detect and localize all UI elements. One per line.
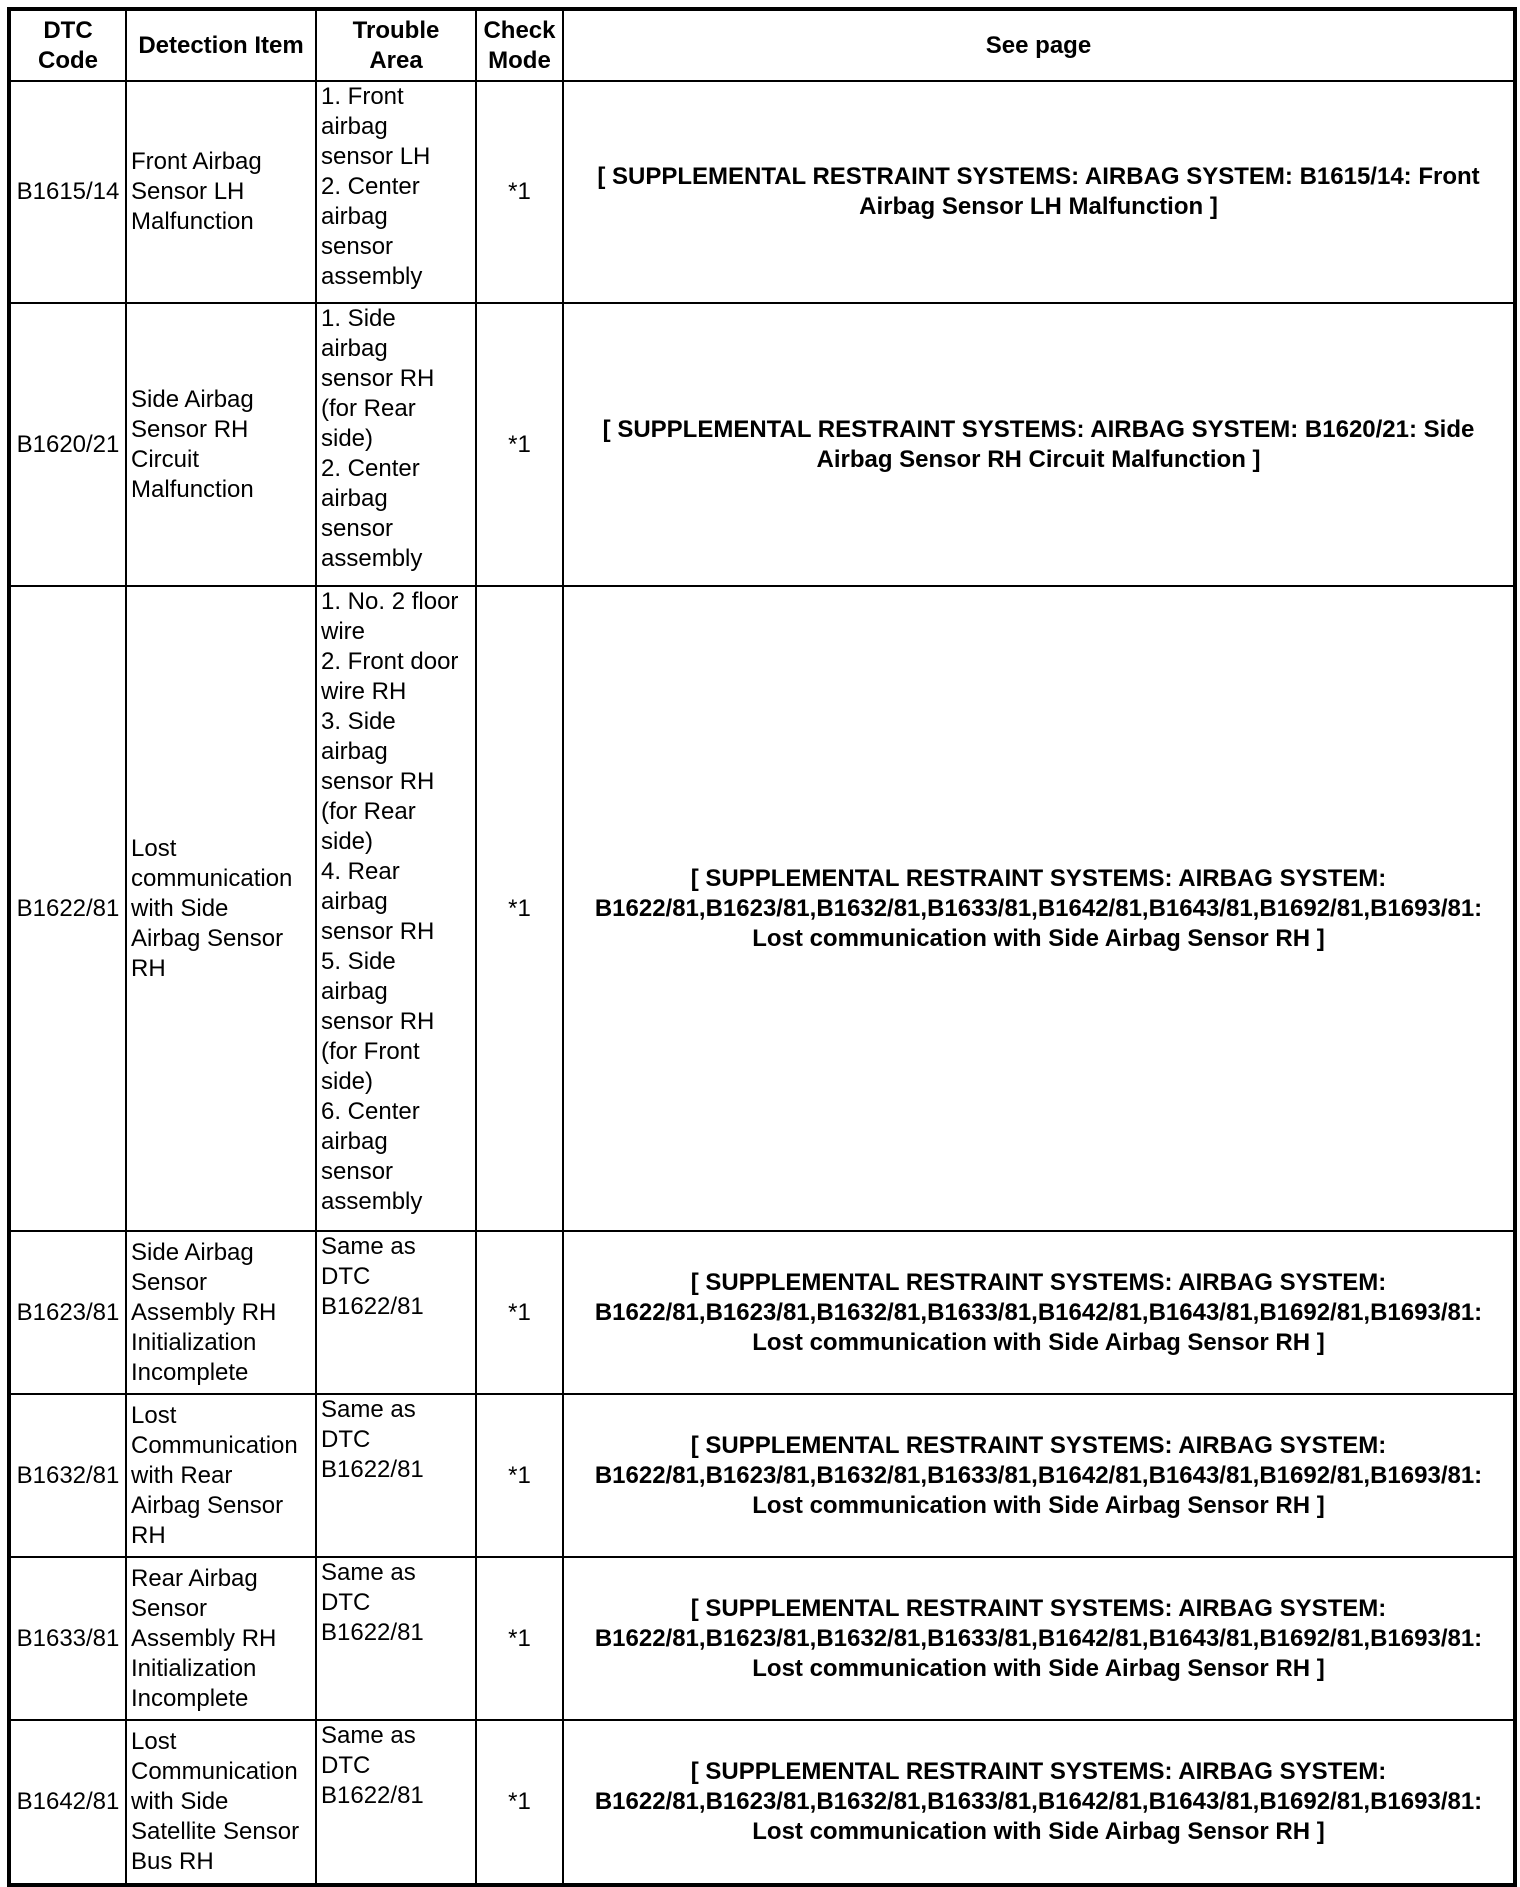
area-line: airbag: [321, 738, 388, 765]
trouble-area: [316, 303, 476, 586]
trouble-area: [316, 81, 476, 303]
trouble-area: [316, 1394, 476, 1557]
area-line: airbag: [321, 978, 388, 1005]
area-line: B1622/81: [321, 1456, 424, 1483]
dtc-code: B1632/81: [9, 1394, 126, 1557]
item-line: Airbag Sensor: [131, 924, 284, 952]
area-line: airbag: [321, 1128, 388, 1155]
item-line: Communication: [131, 1758, 298, 1785]
see-line: Lost communication with Side Airbag Sensor RH ]: [752, 924, 1325, 952]
area-line: airbag: [321, 888, 388, 915]
see-line: [ SUPPLEMENTAL RESTRAINT SYSTEMS: AIRBAG SYSTEM:: [690, 1758, 1387, 1785]
item-line: Incomplete: [131, 1358, 249, 1386]
item-line: Satellite Sensor: [131, 1818, 300, 1845]
dtc-code: B1622/81: [9, 586, 126, 1231]
detection-item: [126, 1394, 316, 1557]
item-line: Initialization: [131, 1328, 257, 1356]
area-line: 1. Front: [321, 83, 404, 110]
see-line: [ SUPPLEMENTAL RESTRAINT SYSTEMS: AIRBAG SYSTEM:: [690, 1594, 1387, 1622]
header-check-mode: Check Mode: [476, 9, 563, 81]
area-line: airbag: [321, 335, 388, 362]
dtc-table: [7, 7, 1517, 1887]
trouble-area: [316, 1720, 476, 1885]
see-line: [ SUPPLEMENTAL RESTRAINT SYSTEMS: AIRBAG SYSTEM:: [690, 864, 1387, 892]
dtc-code: B1623/81: [9, 1231, 126, 1394]
item-line: with Side: [131, 1788, 229, 1815]
area-line: sensor: [321, 515, 394, 542]
area-line: 2. Front door: [321, 648, 459, 675]
trouble-area: [316, 586, 476, 1231]
check-mode: *1: [476, 1720, 563, 1885]
area-line: (for Rear: [321, 798, 416, 825]
see-line: Airbag Sensor RH Circuit Malfunction ]: [816, 445, 1261, 473]
see-line: Airbag Sensor LH Malfunction ]: [859, 193, 1218, 220]
see-line: B1622/81,B1623/81,B1632/81,B1633/81,B1642/81,B1643/81,B1692/81,B1693/81:: [594, 1298, 1483, 1326]
see-line: Lost communication with Side Airbag Sensor RH ]: [752, 1818, 1325, 1845]
header-see-page: See page: [563, 9, 1515, 81]
area-line: 3. Side: [321, 708, 396, 735]
check-mode: *1: [476, 303, 563, 586]
trouble-area: [316, 1231, 476, 1394]
area-line: sensor: [321, 233, 394, 260]
area-line: B1622/81: [321, 1619, 424, 1646]
item-line: RH: [131, 1521, 166, 1549]
area-line: airbag: [321, 485, 388, 512]
check-mode: *1: [476, 1557, 563, 1720]
item-line: Sensor: [131, 1594, 208, 1622]
area-line: DTC: [321, 1752, 371, 1779]
check-mode: *1: [476, 586, 563, 1231]
see-page-link[interactable]: [563, 1231, 1515, 1394]
dtc-code: B1615/14: [9, 81, 126, 303]
area-line: airbag: [321, 113, 388, 140]
item-line: Initialization: [131, 1654, 257, 1682]
area-line: sensor RH: [321, 365, 435, 392]
dtc-code: B1633/81: [9, 1557, 126, 1720]
area-line: wire RH: [321, 678, 407, 705]
see-line: [ SUPPLEMENTAL RESTRAINT SYSTEMS: AIRBAG SYSTEM: B1615/14: Front: [597, 163, 1480, 190]
area-line: assembly: [321, 263, 423, 290]
item-line: Incomplete: [131, 1684, 249, 1712]
item-line: Communication: [131, 1431, 298, 1459]
item-line: Rear Airbag: [131, 1564, 258, 1592]
see-page-link[interactable]: [563, 303, 1515, 586]
area-line: side): [321, 828, 374, 855]
area-line: 4. Rear: [321, 858, 400, 885]
dtc-code: B1620/21: [9, 303, 126, 586]
see-line: [ SUPPLEMENTAL RESTRAINT SYSTEMS: AIRBAG SYSTEM:: [690, 1431, 1387, 1459]
area-line: B1622/81: [321, 1782, 424, 1809]
area-line: assembly: [321, 545, 423, 572]
area-line: DTC: [321, 1263, 371, 1290]
item-line: with Rear: [131, 1461, 233, 1489]
header-trouble-area: Trouble Area: [316, 9, 476, 81]
table-row: [9, 586, 1515, 1231]
detection-item: [126, 81, 316, 303]
area-line: Same as: [321, 1559, 416, 1586]
area-line: 1. No. 2 floor: [321, 588, 459, 615]
item-line: Sensor LH: [131, 178, 245, 205]
area-line: 2. Center: [321, 173, 420, 200]
detection-item: [126, 1557, 316, 1720]
see-page-link[interactable]: [563, 1557, 1515, 1720]
see-line: Lost communication with Side Airbag Sensor RH ]: [752, 1491, 1325, 1519]
detection-item: [126, 586, 316, 1231]
item-line: Side Airbag: [131, 385, 254, 413]
item-line: Sensor RH: [131, 415, 249, 443]
see-line: Lost communication with Side Airbag Sensor RH ]: [752, 1328, 1325, 1356]
area-line: B1622/81: [321, 1293, 424, 1320]
area-line: DTC: [321, 1589, 371, 1616]
area-line: sensor RH: [321, 1008, 435, 1035]
see-page-link[interactable]: [563, 1720, 1515, 1885]
check-mode: *1: [476, 81, 563, 303]
item-line: Malfunction: [131, 475, 254, 503]
area-line: (for Front: [321, 1038, 420, 1065]
detection-item: [126, 1720, 316, 1885]
table-row: [9, 303, 1515, 586]
area-line: 6. Center: [321, 1098, 420, 1125]
area-line: sensor RH: [321, 768, 435, 795]
dtc-code: B1642/81: [9, 1720, 126, 1885]
item-line: Lost: [131, 1401, 177, 1429]
area-line: 5. Side: [321, 948, 396, 975]
see-line: B1622/81,B1623/81,B1632/81,B1633/81,B1642/81,B1643/81,B1692/81,B1693/81:: [594, 1624, 1483, 1652]
item-line: Assembly RH: [131, 1624, 277, 1652]
item-line: with Side: [131, 894, 229, 922]
area-line: side): [321, 1068, 374, 1095]
item-line: Front Airbag: [131, 148, 262, 175]
area-line: sensor RH: [321, 918, 435, 945]
see-page-link[interactable]: [563, 586, 1515, 1231]
area-line: sensor: [321, 1158, 394, 1185]
see-page-link[interactable]: [563, 81, 1515, 303]
area-line: (for Rear: [321, 395, 416, 422]
check-mode: *1: [476, 1231, 563, 1394]
item-line: Assembly RH: [131, 1298, 277, 1326]
area-line: sensor LH: [321, 143, 431, 170]
table-row: [9, 1231, 1515, 1394]
area-line: side): [321, 425, 374, 452]
header-row: [9, 9, 1515, 81]
item-line: Side Airbag: [131, 1238, 254, 1266]
area-line: Same as: [321, 1233, 416, 1260]
trouble-area: [316, 1557, 476, 1720]
table-row: [9, 1557, 1515, 1720]
see-line: [ SUPPLEMENTAL RESTRAINT SYSTEMS: AIRBAG SYSTEM: B1620/21: Side: [602, 415, 1475, 443]
check-mode: *1: [476, 1394, 563, 1557]
see-line: Lost communication with Side Airbag Sensor RH ]: [752, 1654, 1325, 1682]
item-line: Circuit: [131, 445, 200, 473]
see-line: B1622/81,B1623/81,B1632/81,B1633/81,B1642/81,B1643/81,B1692/81,B1693/81:: [594, 894, 1483, 922]
item-line: Airbag Sensor: [131, 1491, 284, 1519]
see-line: [ SUPPLEMENTAL RESTRAINT SYSTEMS: AIRBAG SYSTEM:: [690, 1268, 1387, 1296]
item-line: Lost: [131, 834, 177, 862]
area-line: Same as: [321, 1396, 416, 1423]
table-row: [9, 1394, 1515, 1557]
item-line: Malfunction: [131, 208, 254, 235]
detection-item: [126, 303, 316, 586]
area-line: Same as: [321, 1722, 416, 1749]
header-detection-item: Detection Item: [126, 9, 316, 81]
area-line: 2. Center: [321, 455, 420, 482]
item-line: Sensor: [131, 1268, 208, 1296]
item-line: communication: [131, 864, 293, 892]
see-line: B1622/81,B1623/81,B1632/81,B1633/81,B1642/81,B1643/81,B1692/81,B1693/81:: [594, 1461, 1483, 1489]
item-line: Bus RH: [131, 1848, 214, 1875]
detection-item: [126, 1231, 316, 1394]
table-row: [9, 81, 1515, 303]
area-line: assembly: [321, 1188, 423, 1215]
area-line: DTC: [321, 1426, 371, 1453]
area-line: wire: [321, 618, 366, 645]
item-line: RH: [131, 954, 166, 982]
table-row: [9, 1720, 1515, 1885]
header-dtc-code: DTC Code: [9, 9, 126, 81]
area-line: airbag: [321, 203, 388, 230]
item-line: Lost: [131, 1728, 177, 1755]
see-page-link[interactable]: [563, 1394, 1515, 1557]
area-line: 1. Side: [321, 305, 396, 332]
see-line: B1622/81,B1623/81,B1632/81,B1633/81,B1642/81,B1643/81,B1692/81,B1693/81:: [594, 1788, 1483, 1815]
